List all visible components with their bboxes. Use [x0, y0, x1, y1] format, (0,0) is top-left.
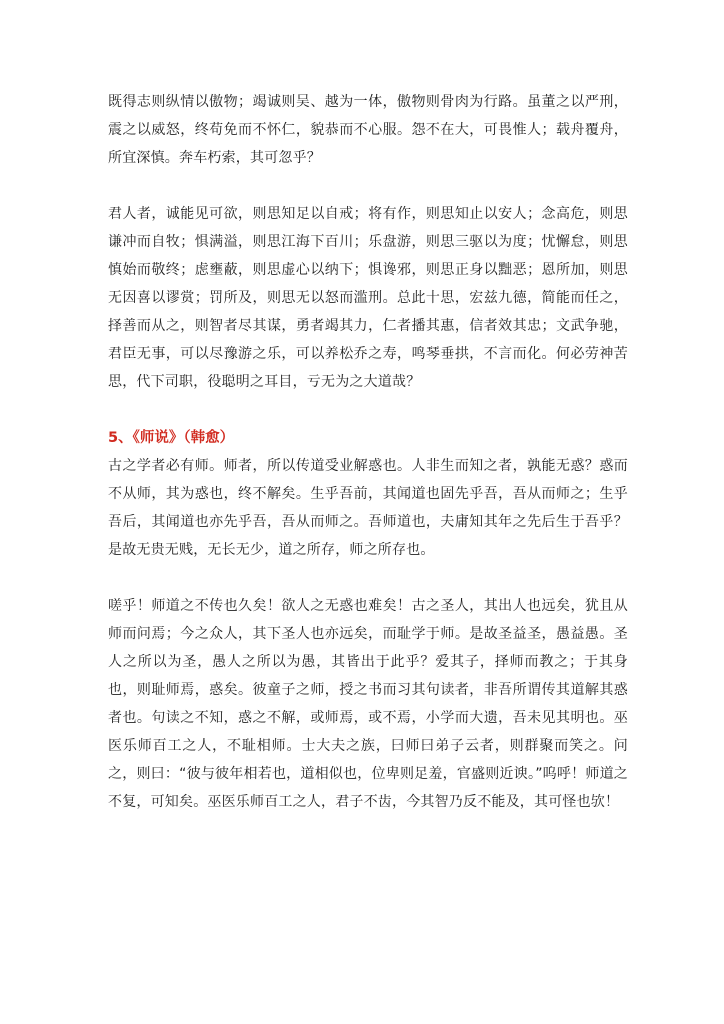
paragraph-zhu-intro-end: 既得志则纵情以傲物；竭诚则吴、越为一体，傲物则骨肉为行路。虽董之以严刑，震之以威怒，终苟免而不怀仁，貌恭而不心服。怨不在大，可畏惟人；载舟覆舟，所宜深慎。奔车朽索，其可忽乎？: [108, 94, 628, 166]
paragraph-ten-thoughts: 君人者，诚能见可欲，则思知足以自戒；将有作，则思知止以安人；念高危，则思谦冲而自牧；惧满溢，则思江海下百川；乐盘游，则思三驱以为度；忧懈怠，则思慎始而敬终；虑壅蔽，则思虚心以纳下；惧谗邪，则思正身以黜恶；恩所加，则思无因喜以谬赏；罚所及，则思无以怒而滥刑。总此十思，宏兹九德，简能而任之，择善而从之，则智者尽其谋，勇者竭其力，仁者播其惠，信者效其忠；文武争驰，君臣无事，可以尽豫游之乐，可以养松乔之寿，鸣琴垂拱，不言而化。何必劳神苦思，代下司职，役聪明之耳目，亏无为之大道哉？: [108, 206, 628, 390]
paragraph-gap: [108, 564, 628, 592]
section-heading: 5、《师说》（韩愈）: [108, 430, 235, 446]
paragraph-shishuo-2: 嗟乎！师道之不传也久矣！欲人之无惑也难矣！古之圣人，其出人也远矣，犹且从师而问焉；今之众人，其下圣人也亦远矣，而耻学于师。是故圣益圣，愚益愚。圣人之所以为圣，愚人之所以为愚，其皆出于此乎？爱其子，择师而教之；于其身也，则耻师焉，惑矣。彼童子之师，授之书而习其句读者，非吾所谓传其道解其惑者也。句读之不知，惑之不解，或师焉，或不焉，小学而大遗，吾未见其明也。巫医乐师百工之人，不耻相师。士大夫之族，曰师曰弟子云者，则群聚而笑之。问之，则曰：“彼与彼年相若也，道相似也，位卑则足羞，官盛则近谀。”呜呼！师道之不复，可知矣。巫医乐师百工之人，君子不齿，今其智乃反不能及，其可怪也欤！: [108, 598, 628, 810]
paragraph-gap: [108, 396, 628, 424]
paragraph-gap: [108, 172, 628, 200]
document-page: [108, 88, 628, 816]
paragraph-shishuo-1: 古之学者必有师。师者，所以传道受业解惑也。人非生而知之者，孰能无惑？惑而不从师，其为惑也，终不解矣。生乎吾前，其闻道也固先乎吾，吾从而师之；生乎吾后，其闻道也亦先乎吾，吾从而师之。吾师道也，夫庸知其年之先后生于吾乎？是故无贵无贱，无长无少，道之所存，师之所存也。: [108, 458, 628, 558]
